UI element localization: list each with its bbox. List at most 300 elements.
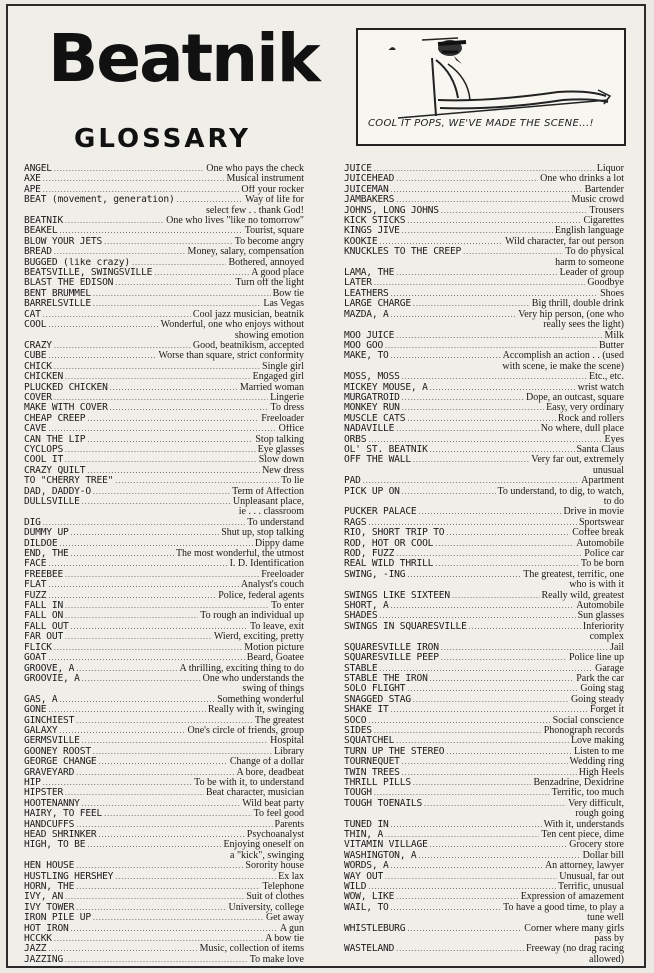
- glossary-definition: To have a good time, to play a: [503, 902, 624, 913]
- glossary-entry: [344, 539, 624, 549]
- glossary-term: BLAST THE EDISON: [24, 278, 114, 289]
- glossary-entry-row: [344, 455, 624, 465]
- leader-dots: [391, 289, 598, 299]
- glossary-definition: Milk: [604, 330, 624, 341]
- leader-dots: [54, 362, 260, 372]
- glossary-term: WAIL, TO: [344, 902, 389, 913]
- glossary-definition: Corner where many girls: [524, 923, 624, 934]
- glossary-entry: [24, 258, 304, 268]
- glossary-entry: [344, 237, 624, 247]
- glossary-entry-row: [24, 299, 304, 309]
- leader-dots: [43, 518, 245, 528]
- glossary-entry-row: [344, 892, 624, 902]
- glossary-entry-row: [24, 632, 304, 642]
- glossary-entry-row: [344, 611, 624, 621]
- glossary-entry-row: [24, 736, 304, 746]
- glossary-term: SWING, -ING: [344, 569, 406, 580]
- glossary-term: HORN, THE: [24, 882, 75, 893]
- glossary-definition: Slow down: [258, 455, 304, 466]
- leader-dots: [424, 799, 566, 809]
- glossary-entry: [24, 424, 304, 434]
- glossary-entry-row: [344, 226, 624, 236]
- glossary-definition: A thrilling, exciting thing to do: [179, 663, 304, 674]
- glossary-term: THIN, A: [344, 830, 384, 840]
- glossary-term: BEAKEL: [24, 226, 58, 237]
- glossary-entry: [24, 518, 304, 528]
- glossary-term: WASTELAND: [344, 944, 395, 955]
- glossary-definition: To rough an individual up: [200, 611, 304, 622]
- leader-dots: [391, 351, 501, 361]
- glossary-entry: [344, 351, 624, 372]
- glossary-entry-row: [24, 247, 304, 257]
- leader-dots: [446, 528, 570, 538]
- leader-dots: [402, 487, 496, 497]
- glossary-entry-row: [24, 653, 304, 663]
- glossary-definition: One who lives "like no tomorrow": [166, 216, 304, 227]
- glossary-definition: Analyst's couch: [240, 580, 304, 591]
- glossary-page: [6, 4, 646, 968]
- glossary-term: FAR OUT: [24, 632, 64, 643]
- glossary-entry: [24, 861, 304, 871]
- glossary-entry: [24, 247, 304, 257]
- glossary-entry: [344, 924, 624, 945]
- glossary-term: HOT IRON: [24, 923, 69, 934]
- glossary-entry-row: [24, 341, 304, 351]
- glossary-entry: [24, 580, 304, 590]
- leader-dots: [59, 539, 252, 549]
- glossary-entry: [344, 195, 624, 205]
- glossary-entry: [344, 507, 624, 517]
- glossary-entry: [24, 591, 304, 601]
- leader-dots: [87, 840, 221, 850]
- glossary-entry-row: [344, 299, 624, 309]
- glossary-entry-row: [24, 788, 304, 798]
- glossary-entry: [344, 206, 624, 216]
- glossary-definition: Dope, an outcast, square: [525, 392, 624, 403]
- glossary-entry: [24, 310, 304, 320]
- glossary-entry: [24, 226, 304, 236]
- glossary-definition: To lie: [281, 476, 304, 487]
- leader-dots: [402, 403, 544, 413]
- leader-dots: [76, 903, 226, 913]
- glossary-term: SHADES: [344, 611, 378, 622]
- leader-dots: [452, 591, 540, 601]
- glossary-entry-row: [344, 768, 624, 778]
- glossary-entry: [24, 653, 304, 663]
- glossary-definition-continued: complex: [589, 631, 624, 643]
- glossary-entry: [344, 684, 624, 694]
- glossary-definition: Dollar bill: [582, 850, 624, 861]
- glossary-definition: Suit of clothes: [246, 892, 304, 903]
- glossary-entry: [24, 185, 304, 195]
- leader-dots: [368, 518, 577, 528]
- glossary-term: THRILL PILLS: [344, 777, 411, 788]
- glossary-entry: [24, 892, 304, 902]
- glossary-entry-row: [344, 403, 624, 413]
- glossary-term: TO "CHERRY TREE": [24, 476, 114, 487]
- glossary-entry-row: [24, 278, 304, 288]
- glossary-definition: Hospital: [270, 736, 304, 747]
- glossary-entry: [24, 476, 304, 486]
- glossary-definition: Police, federal agents: [218, 590, 304, 601]
- glossary-definition: Las Vegas: [263, 299, 304, 310]
- leader-dots: [48, 705, 206, 715]
- glossary-entry: [344, 414, 624, 424]
- glossary-term: WAY OUT: [344, 871, 384, 882]
- glossary-term: HIPSTER: [24, 788, 64, 799]
- glossary-entry-row: [24, 310, 304, 320]
- glossary-term: ROD, FUZZ: [344, 549, 395, 560]
- glossary-term: HIGH, TO BE: [24, 840, 86, 851]
- glossary-entry: [344, 768, 624, 778]
- glossary-definition: To enter: [271, 601, 304, 612]
- leader-dots: [43, 310, 191, 320]
- leader-dots: [99, 757, 228, 767]
- glossary-term: FALL ON: [24, 611, 64, 622]
- leader-dots: [43, 174, 225, 184]
- glossary-entry-row: [24, 903, 304, 913]
- glossary-term: HCCKK: [24, 934, 52, 945]
- glossary-definition-continued: rough going: [575, 808, 624, 820]
- glossary-term: FALL OUT: [24, 621, 69, 632]
- glossary-term: GEORGE CHANGE: [24, 757, 97, 768]
- glossary-entry-row: [344, 383, 624, 393]
- glossary-entry: [344, 705, 624, 715]
- glossary-definition-continued: unusual: [592, 464, 624, 476]
- leader-dots: [368, 716, 550, 726]
- glossary-entry: [24, 788, 304, 798]
- glossary-term: BARRELSVILLE: [24, 299, 91, 310]
- glossary-definition: Off your rocker: [241, 184, 304, 195]
- glossary-entry-row: [24, 913, 304, 923]
- glossary-definition: Wonderful, one who enjoys without: [160, 320, 304, 331]
- glossary-definition: Married woman: [239, 382, 304, 393]
- glossary-entry-row: [24, 591, 304, 601]
- glossary-definition: Liquor: [596, 164, 624, 174]
- glossary-entry-row: [24, 872, 304, 882]
- glossary-entry-row: [24, 518, 304, 528]
- glossary-definition: Ten cent piece, dime: [541, 830, 624, 840]
- glossary-entry: [344, 892, 624, 902]
- glossary-definition: Cigarettes: [583, 216, 624, 227]
- glossary-definition: Cool jazz musician, beatnik: [192, 309, 304, 320]
- glossary-term: ROD, HOT OR COOL: [344, 538, 434, 549]
- glossary-definition: Enjoying oneself on: [223, 840, 304, 851]
- glossary-term: GOONEY ROOST: [24, 746, 91, 757]
- glossary-entry: [24, 435, 304, 445]
- glossary-term: LEATHERS: [344, 288, 389, 299]
- glossary-term: AXE: [24, 174, 41, 185]
- glossary-definition: Big thrill, double drink: [531, 299, 624, 310]
- glossary-entry-row: [24, 643, 304, 653]
- leader-dots: [402, 393, 524, 403]
- glossary-definition: Good, beatnikism, accepted: [192, 340, 304, 351]
- glossary-term: TURN UP THE STEREO: [344, 746, 445, 757]
- glossary-entry-row: [344, 643, 624, 653]
- glossary-term: PLUCKED CHICKEN: [24, 382, 108, 393]
- glossary-definition: With it, understands: [543, 819, 624, 830]
- glossary-entry-row: [344, 278, 624, 288]
- glossary-definition: High Heels: [578, 767, 624, 778]
- leader-dots: [54, 341, 191, 351]
- glossary-definition: To be with it, to understand: [194, 777, 304, 788]
- glossary-definition: Wild beat party: [242, 798, 304, 809]
- glossary-entry: [344, 164, 624, 174]
- glossary-term: SQUARESVILLE PEEP: [344, 653, 439, 664]
- leader-dots: [368, 882, 556, 892]
- glossary-definition-continued: with scene, ie make the scene): [502, 360, 624, 372]
- leader-dots: [396, 424, 539, 434]
- glossary-term: WOW, LIKE: [344, 892, 395, 903]
- glossary-term: HUSTLING HERSHEY: [24, 871, 114, 882]
- leader-dots: [396, 549, 582, 559]
- leader-dots: [54, 247, 186, 257]
- glossary-definition: Office: [278, 424, 304, 435]
- leader-dots: [396, 944, 524, 954]
- glossary-term: MUSCLE CATS: [344, 413, 406, 424]
- leader-dots: [93, 747, 272, 757]
- leader-dots: [82, 674, 201, 684]
- leader-dots: [48, 424, 276, 434]
- cartoon-caption: COOL IT POPS, WE'VE MADE THE SCENE...!: [368, 118, 594, 129]
- glossary-definition: Sun glasses: [577, 611, 624, 622]
- glossary-entry: [344, 393, 624, 403]
- glossary-entry-row: [24, 403, 304, 413]
- glossary-entry-row: [24, 487, 304, 497]
- glossary-term: IRON PILE UP: [24, 913, 91, 924]
- glossary-definition: Park the car: [576, 673, 624, 684]
- glossary-term: SHAKE IT: [344, 705, 389, 716]
- glossary-entry: [24, 341, 304, 351]
- glossary-entry-row: [344, 861, 624, 871]
- glossary-term: CAVE: [24, 424, 47, 435]
- glossary-entry: [24, 705, 304, 715]
- leader-dots: [54, 393, 268, 403]
- glossary-term: JOHNS, LONG JOHNS: [344, 205, 439, 216]
- glossary-term: LAMA, THE: [344, 268, 395, 279]
- glossary-entry: [344, 601, 624, 611]
- glossary-term: HOOTENANNY: [24, 798, 80, 809]
- glossary-definition: I. D. Identification: [229, 559, 304, 570]
- glossary-entry: [344, 372, 624, 382]
- glossary-entry: [24, 716, 304, 726]
- glossary-entry-row: [344, 653, 624, 663]
- glossary-definition: Social conscience: [552, 715, 624, 726]
- glossary-term: DAD, DADDY-O: [24, 486, 91, 497]
- glossary-entry: [24, 362, 304, 372]
- glossary-entry-row: [24, 185, 304, 195]
- glossary-entry-row: [24, 580, 304, 590]
- glossary-entry: [24, 643, 304, 653]
- glossary-definition: Bothered, annoyed: [228, 257, 304, 268]
- glossary-term: BREAD: [24, 247, 52, 258]
- glossary-term: PAD: [344, 476, 361, 487]
- glossary-entry: [344, 861, 624, 871]
- leader-dots: [391, 861, 543, 871]
- glossary-term: REAL WILD THRILL: [344, 559, 434, 570]
- leader-dots: [104, 237, 233, 247]
- leader-dots: [391, 310, 517, 320]
- glossary-entry-row: [24, 549, 304, 559]
- glossary-entry: [24, 799, 304, 809]
- glossary-entry-row: [24, 892, 304, 902]
- glossary-entry: [344, 528, 624, 538]
- glossary-definition: Going steady: [570, 694, 624, 705]
- glossary-entry-row: [344, 840, 624, 850]
- glossary-entry-row: [344, 716, 624, 726]
- glossary-entry: [24, 164, 304, 174]
- glossary-entry: [344, 726, 624, 736]
- glossary-entry: [344, 268, 624, 278]
- glossary-entry-row: [344, 872, 624, 882]
- leader-dots: [65, 892, 244, 902]
- glossary-definition: Easy, very ordinary: [546, 403, 624, 414]
- glossary-definition: Engaged girl: [252, 372, 304, 383]
- glossary-term: GONE: [24, 705, 47, 716]
- glossary-entry: [24, 487, 304, 497]
- glossary-term: CHICKEN: [24, 372, 64, 383]
- glossary-entry: [344, 872, 624, 882]
- glossary-term: FREEBEE: [24, 569, 64, 580]
- glossary-definition: Grocery store: [569, 840, 624, 851]
- glossary-term: MICKEY MOUSE, A: [344, 382, 428, 393]
- glossary-definition: Leader of group: [559, 268, 624, 279]
- leader-dots: [93, 289, 271, 299]
- glossary-entry-row: [24, 934, 304, 944]
- glossary-entry: [24, 559, 304, 569]
- glossary-definition: Goodbye: [587, 278, 624, 289]
- leader-dots: [48, 320, 158, 330]
- glossary-term: HEAD SHRINKER: [24, 830, 97, 840]
- glossary-entry: [344, 653, 624, 663]
- leader-dots: [430, 674, 575, 684]
- leader-dots: [65, 372, 251, 382]
- glossary-definition: Way of life for: [245, 195, 304, 206]
- glossary-definition: To understand, to dig, to watch,: [497, 486, 624, 497]
- glossary-definition: No where, dull place: [540, 424, 624, 435]
- glossary-entry-row: [344, 216, 624, 226]
- glossary-entry-row: [344, 664, 624, 674]
- glossary-term: GROOVIE, A: [24, 673, 80, 684]
- leader-dots: [368, 435, 602, 445]
- glossary-term: KINGS JIVE: [344, 226, 400, 237]
- glossary-term: CAN THE LIP: [24, 434, 86, 445]
- glossary-definition: Love making: [570, 736, 624, 747]
- glossary-definition: Beard, Goatee: [246, 653, 304, 664]
- glossary-definition: Jail: [610, 642, 624, 653]
- glossary-entry-row: [344, 851, 624, 861]
- glossary-entry-row: [344, 944, 624, 954]
- glossary-term: JAMBAKERS: [344, 195, 395, 206]
- leader-dots: [396, 174, 538, 184]
- glossary-term: END, THE: [24, 549, 69, 560]
- glossary-definition: Turn off the light: [235, 278, 304, 289]
- glossary-entry-row: [344, 684, 624, 694]
- glossary-definition: Sorority house: [245, 861, 304, 872]
- glossary-term: BEATSVILLE, SWINGSVILLE: [24, 268, 153, 279]
- glossary-entry-row: [24, 539, 304, 549]
- glossary-term: MONKEY RUN: [344, 403, 400, 414]
- glossary-definition: To dress: [270, 403, 304, 414]
- glossary-definition: Term of Affection: [232, 486, 304, 497]
- glossary-term: KICK STICKS: [344, 216, 406, 227]
- glossary-term: TOUGH TOENAILS: [344, 798, 423, 809]
- glossary-entry: [24, 934, 304, 944]
- leader-dots: [407, 414, 556, 424]
- glossary-term: WILD: [344, 882, 367, 893]
- glossary-entry-row: [24, 716, 304, 726]
- glossary-entry: [344, 559, 624, 569]
- glossary-entry-row: [24, 466, 304, 476]
- glossary-definition: Ex lax: [278, 871, 304, 882]
- glossary-entry: [24, 820, 304, 830]
- glossary-term: JUICEMAN: [344, 184, 389, 195]
- leader-dots: [59, 226, 242, 236]
- leader-dots: [48, 559, 227, 569]
- glossary-definition: wrist watch: [577, 382, 624, 393]
- glossary-term: VITAMIN VILLAGE: [344, 840, 428, 851]
- glossary-entry: [24, 403, 304, 413]
- glossary-entry-row: [24, 664, 304, 674]
- glossary-entry-row: [24, 705, 304, 715]
- glossary-definition: Tourist, square: [244, 226, 304, 237]
- leader-dots: [43, 778, 192, 788]
- glossary-definition: The greatest: [254, 715, 304, 726]
- glossary-definition: Drive in movie: [563, 507, 624, 518]
- glossary-entry: [24, 747, 304, 757]
- glossary-entry-row: [24, 768, 304, 778]
- glossary-definition: Really with it, swinging: [207, 705, 304, 716]
- leader-dots: [463, 247, 563, 257]
- glossary-term: HEN HOUSE: [24, 861, 75, 872]
- glossary-term: SQUATCHEL: [344, 736, 395, 747]
- leader-dots: [402, 757, 568, 767]
- glossary-entry: [344, 799, 624, 820]
- leader-dots: [110, 403, 269, 413]
- glossary-definition: Police car: [584, 549, 624, 560]
- glossary-entry: [24, 195, 304, 216]
- glossary-entry: [24, 372, 304, 382]
- glossary-definition: One who understands the: [202, 673, 304, 684]
- glossary-entry-row: [344, 445, 624, 455]
- glossary-definition-continued: really sees the light): [543, 319, 624, 331]
- glossary-definition: Bow tie: [272, 288, 304, 299]
- glossary-term: TUNED IN: [344, 819, 389, 830]
- glossary-term: TOURNEQUET: [344, 757, 400, 768]
- glossary-entry: [24, 278, 304, 288]
- glossary-entry: [344, 403, 624, 413]
- glossary-definition: Accomplish an action . . (used: [502, 351, 624, 362]
- glossary-entry: [344, 185, 624, 195]
- glossary-entry: [24, 903, 304, 913]
- glossary-entry: [24, 768, 304, 778]
- glossary-term: HIP: [24, 777, 41, 788]
- glossary-entry-row: [24, 944, 304, 954]
- glossary-definition: The most wonderful, the utmost: [175, 549, 304, 560]
- glossary-entry-row: [24, 351, 304, 361]
- glossary-definition: Stop talking: [255, 434, 304, 445]
- glossary-definition: Sportswear: [579, 517, 624, 528]
- leader-dots: [115, 278, 233, 288]
- glossary-term: JUICE: [344, 164, 372, 174]
- glossary-entry-row: [344, 331, 624, 341]
- glossary-entry-row: [24, 611, 304, 621]
- glossary-definition: Single girl: [262, 361, 304, 372]
- glossary-definition: Wedding ring: [569, 757, 624, 768]
- leader-dots: [374, 726, 542, 736]
- glossary-entry-row: [24, 747, 304, 757]
- leader-dots: [396, 892, 519, 902]
